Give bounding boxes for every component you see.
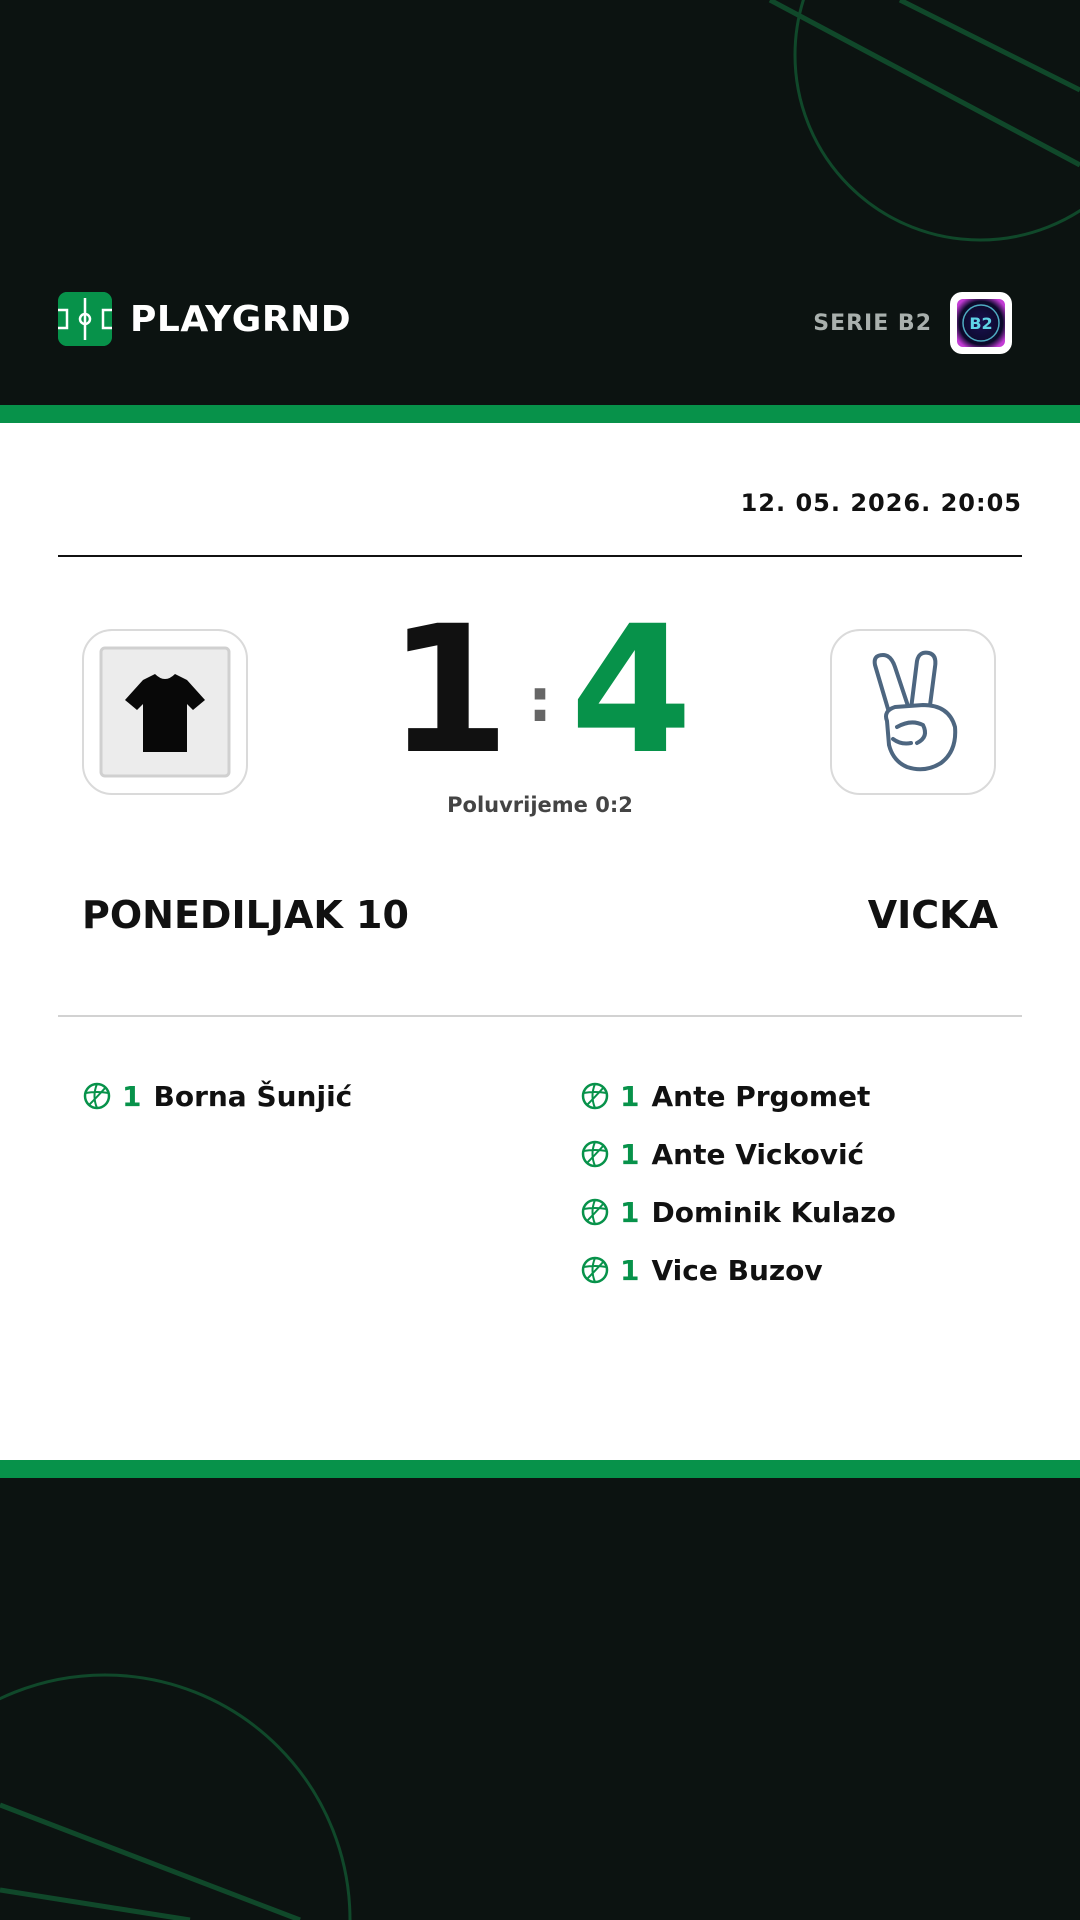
scorer-goals: 1 xyxy=(620,1137,640,1171)
top-accent-stripe xyxy=(0,405,1080,423)
scorer-name: Ante Vicković xyxy=(651,1137,865,1171)
header xyxy=(0,0,1080,405)
scorer-name: Vice Buzov xyxy=(651,1253,823,1287)
peace-hand-icon xyxy=(853,647,973,777)
bottom-accent-stripe xyxy=(0,1460,1080,1478)
scorer-name: Ante Prgomet xyxy=(651,1079,871,1113)
ball-icon xyxy=(82,1081,112,1111)
scorer-goals: 1 xyxy=(620,1079,640,1113)
score-separator: : xyxy=(528,666,552,736)
scorer-name: Dominik Kulazo xyxy=(651,1195,896,1229)
away-scorers-list xyxy=(580,1067,1020,1299)
scorer-item xyxy=(580,1183,1020,1241)
ball-icon xyxy=(580,1255,610,1285)
ball-icon xyxy=(580,1197,610,1227)
match-card xyxy=(0,423,1080,1460)
scorer-item xyxy=(580,1067,1020,1125)
divider xyxy=(58,1015,1022,1017)
league-badge-text: B2 xyxy=(969,314,993,333)
divider xyxy=(58,555,1022,557)
home-scorers-list xyxy=(82,1067,522,1125)
scorer-goals: 1 xyxy=(620,1253,640,1287)
league-badge xyxy=(950,292,1012,354)
away-score: 4 xyxy=(570,588,693,793)
ball-icon xyxy=(580,1139,610,1169)
scorer-item xyxy=(580,1241,1020,1299)
scorer-goals: 1 xyxy=(620,1195,640,1229)
scorer-item xyxy=(82,1067,522,1125)
halftime-score: Poluvrijeme 0:2 xyxy=(447,793,633,817)
league xyxy=(813,292,1012,354)
league-name: SERIE B2 xyxy=(813,310,932,336)
away-team-logo xyxy=(830,629,996,795)
brand xyxy=(58,292,351,346)
match-datetime: 12. 05. 2026. 20:05 xyxy=(740,489,1022,517)
home-score: 1 xyxy=(387,588,510,793)
pitch-icon xyxy=(58,292,112,346)
scorer-goals: 1 xyxy=(122,1079,142,1113)
scorer-item xyxy=(580,1125,1020,1183)
league-logo-icon xyxy=(956,298,1006,348)
brand-name: PLAYGRND xyxy=(130,298,352,340)
ball-icon xyxy=(580,1081,610,1111)
scorer-name: Borna Šunjić xyxy=(153,1079,353,1113)
home-team-name: PONEDILJAK 10 xyxy=(82,893,409,937)
away-team-name: VICKA xyxy=(867,893,998,937)
